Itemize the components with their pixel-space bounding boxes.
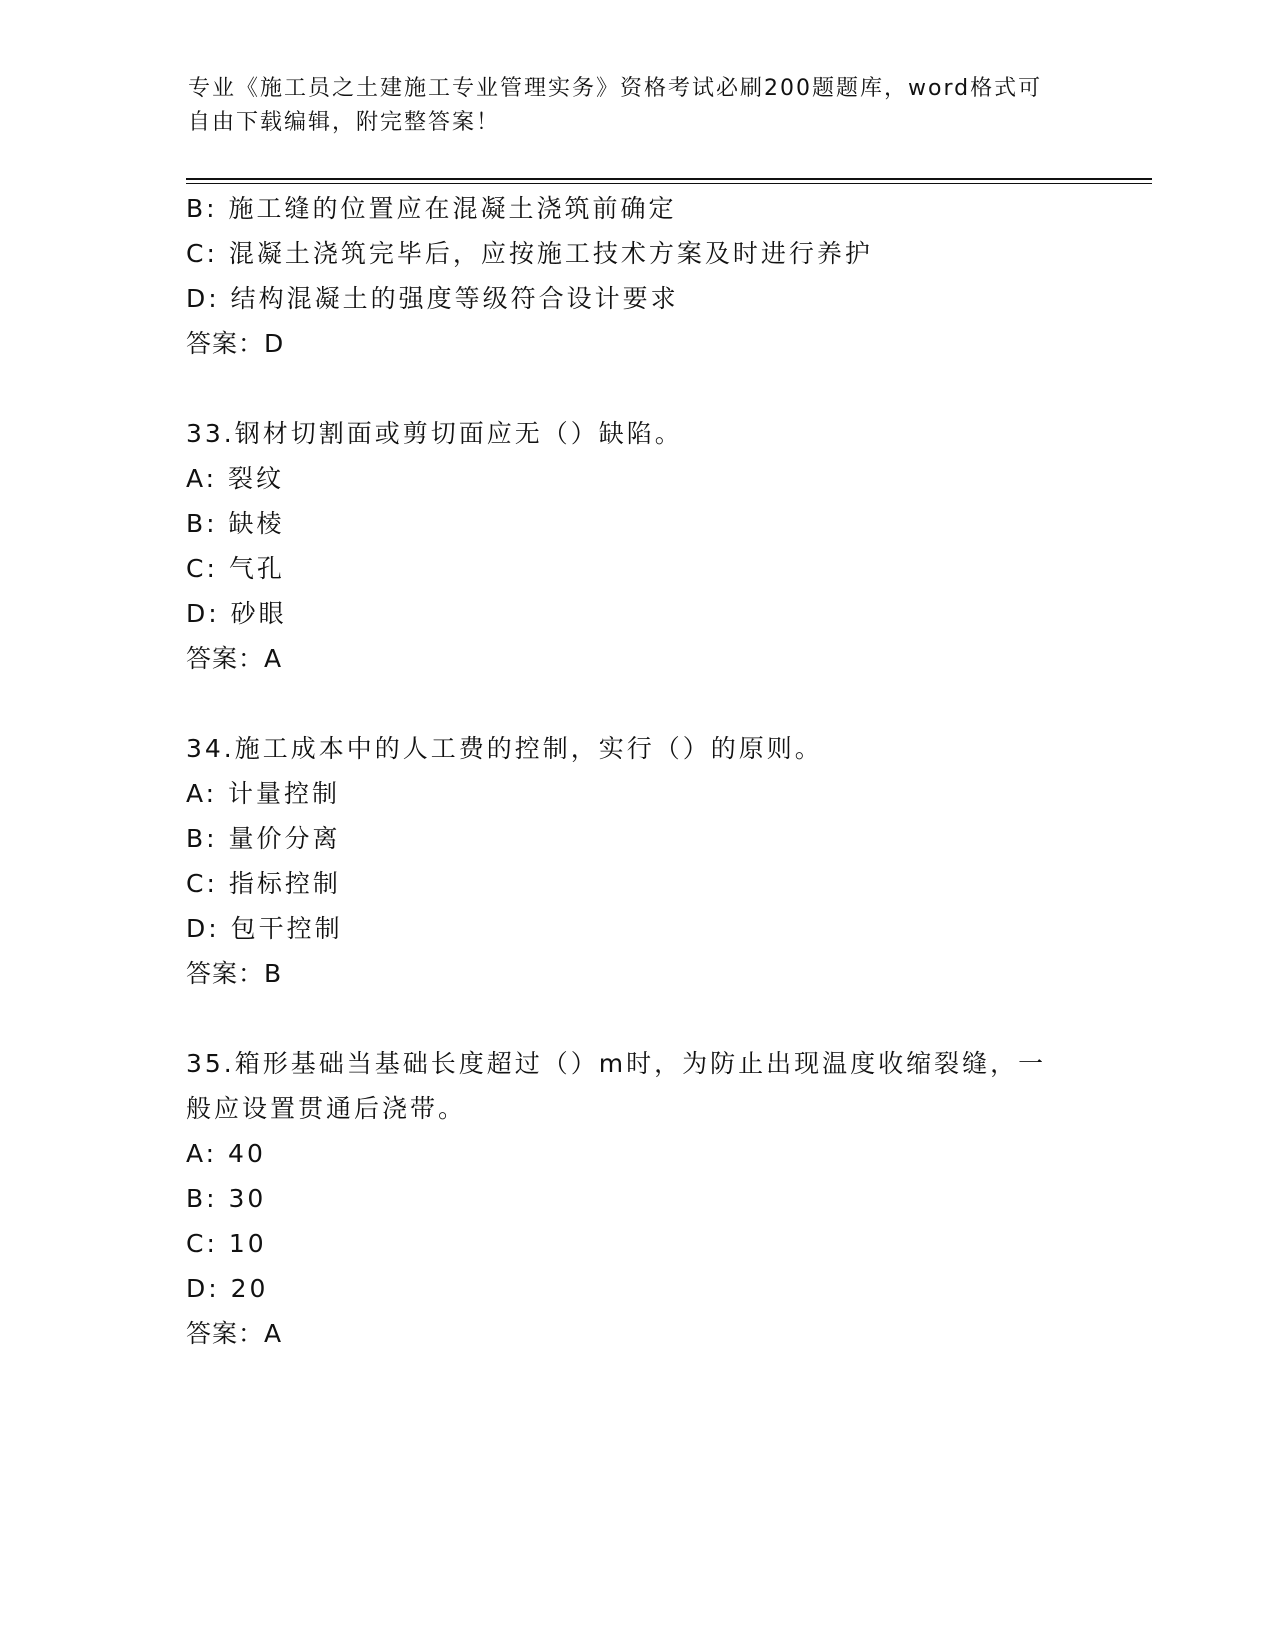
q35-question-line-1: 35.箱形基础当基础长度超过（）m时，为防止出现温度收缩裂缝，一 — [186, 1049, 1047, 1078]
q32-option-c: C: 混凝土浇筑完毕后，应按施工技术方案及时进行养护 — [186, 239, 873, 268]
q34-option-c: C: 指标控制 — [186, 869, 341, 898]
header-divider-thin — [186, 183, 1152, 184]
q33-answer: 答案：A — [186, 644, 283, 673]
q33-option-b: B: 缺棱 — [186, 509, 285, 538]
q35-option-b: B: 30 — [186, 1184, 267, 1213]
q34-option-a: A: 计量控制 — [186, 779, 341, 808]
q33-question: 33.钢材切割面或剪切面应无（）缺陷。 — [186, 419, 683, 448]
document-header — [188, 72, 1068, 140]
q35-question-line-2: 般应设置贯通后浇带。 — [186, 1094, 467, 1123]
header-line-2: 自由下载编辑，附完整答案！ — [188, 110, 501, 135]
q35-option-a: A: 40 — [186, 1139, 266, 1168]
q34-answer: 答案：B — [186, 959, 283, 988]
q34-option-b: B: 量价分离 — [186, 824, 341, 853]
q33-option-d: D: 砂眼 — [186, 599, 287, 628]
q34-option-d: D: 包干控制 — [186, 914, 343, 943]
q32-answer: 答案：D — [186, 329, 285, 358]
q33-option-a: A: 裂纹 — [186, 464, 285, 493]
header-divider-thick — [186, 178, 1152, 180]
q32-option-d: D: 结构混凝土的强度等级符合设计要求 — [186, 284, 679, 313]
q35-answer: 答案：A — [186, 1319, 283, 1348]
q33-option-c: C: 气孔 — [186, 554, 285, 583]
q32-option-b: B: 施工缝的位置应在混凝土浇筑前确定 — [186, 194, 677, 223]
q35-option-c: C: 10 — [186, 1229, 267, 1258]
q34-question: 34.施工成本中的人工费的控制，实行（）的原则。 — [186, 734, 823, 763]
q35-option-d: D: 20 — [186, 1274, 269, 1303]
header-line-1: 专业《施工员之土建施工专业管理实务》资格考试必刷200题题库，word格式可 — [188, 76, 1043, 101]
